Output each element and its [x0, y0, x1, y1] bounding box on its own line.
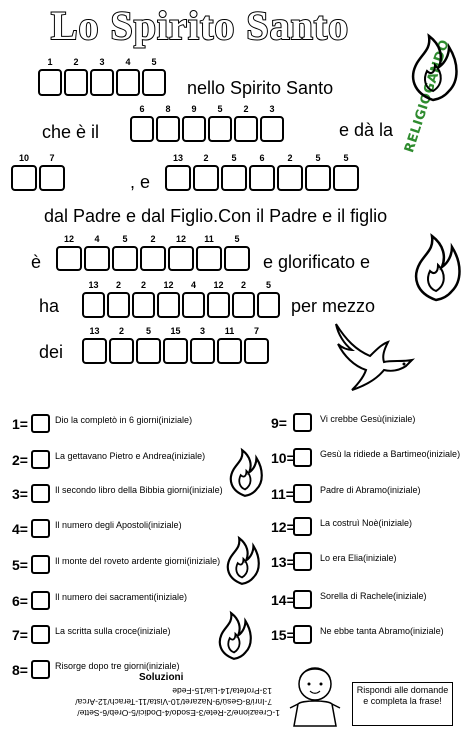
letter-number: 13: [89, 326, 100, 336]
letter-number: 8: [165, 104, 171, 114]
letter-box[interactable]: [257, 292, 280, 318]
clue-number: 13=: [271, 554, 295, 570]
letter-box[interactable]: [333, 165, 359, 191]
letter-number: 2: [150, 234, 156, 244]
clue-number: 8=: [12, 662, 28, 678]
letter-box[interactable]: [142, 69, 166, 96]
letter-box[interactable]: [232, 292, 255, 318]
letter-number: 5: [145, 326, 151, 336]
letter-box[interactable]: [217, 338, 242, 364]
letter-box[interactable]: [260, 116, 284, 142]
clue-text: Padre di Abramo(iniziale): [320, 485, 421, 495]
clue-text: Risorge dopo tre giorni(iniziale): [55, 661, 180, 671]
letter-box[interactable]: [193, 165, 219, 191]
letter-number: 5: [265, 280, 271, 290]
clue-text: Il numero dei sacramenti(iniziale): [55, 592, 188, 602]
letter-box[interactable]: [56, 246, 82, 271]
clue-text: Il secondo libro della Bibbia giorni(iniziale): [55, 485, 223, 495]
clue-answer-box[interactable]: [31, 555, 50, 574]
letter-number: 13: [172, 153, 183, 163]
letter-number: 3: [269, 104, 275, 114]
clue-number: 4=: [12, 521, 28, 537]
letter-number: 15: [170, 326, 181, 336]
puzzle-text: per mezzo: [291, 296, 376, 316]
letter-number: 2: [140, 280, 146, 290]
letter-box[interactable]: [277, 165, 303, 191]
letter-box[interactable]: [116, 69, 140, 96]
puzzle-text: è: [31, 252, 42, 272]
clue-number: 15=: [271, 627, 295, 643]
letter-box[interactable]: [168, 246, 194, 271]
clue-answer-box[interactable]: [293, 552, 312, 571]
clue-text: Il numero degli Apostoli(iniziale): [55, 520, 182, 530]
clue-number: 5=: [12, 557, 28, 573]
letter-box[interactable]: [224, 246, 250, 271]
clue-text: Il monte del roveto ardente giorni(iniziale): [55, 556, 221, 566]
letter-number: 2: [243, 104, 249, 114]
clue-answer-box[interactable]: [31, 414, 50, 433]
letter-number: 5: [234, 234, 240, 244]
letter-box[interactable]: [249, 165, 275, 191]
letter-number: 5: [122, 234, 128, 244]
letter-number: 5: [343, 153, 349, 163]
clue-answer-box[interactable]: [293, 484, 312, 503]
clue-text: La costruì Noè(iniziale): [320, 518, 413, 528]
letter-number: 10: [18, 153, 29, 163]
answer-note: Rispondi alle domande e completa la frase!: [352, 682, 453, 726]
letter-number: 6: [259, 153, 265, 163]
letter-number: 3: [99, 57, 105, 67]
letter-number: 9: [191, 104, 197, 114]
letter-box[interactable]: [156, 116, 180, 142]
clue-answer-box[interactable]: [31, 660, 50, 679]
clue-answer-box[interactable]: [293, 517, 312, 536]
letter-box[interactable]: [132, 292, 155, 318]
letter-box[interactable]: [234, 116, 258, 142]
letter-box[interactable]: [107, 292, 130, 318]
letter-number: 2: [203, 153, 209, 163]
letter-box[interactable]: [90, 69, 114, 96]
clue-answer-box[interactable]: [293, 448, 312, 467]
side-logo: RELIGIOGANDO: [402, 37, 453, 155]
letter-number: 13: [88, 280, 99, 290]
solutions-line: 1-Creazione/2-Rete/3-Esodo/4-Dodici/5-Oreb/6-Sette/: [77, 708, 280, 718]
clue-number: 14=: [271, 592, 295, 608]
letter-box[interactable]: [136, 338, 161, 364]
flame-icon: [408, 232, 464, 304]
clue-number: 12=: [271, 519, 295, 535]
clue-number: 3=: [12, 486, 28, 502]
clue-answer-box[interactable]: [293, 590, 312, 609]
puzzle-text: che è il: [42, 122, 100, 142]
puzzle-text: e glorificato e: [263, 252, 371, 272]
clue-text: La gettavano Pietro e Andrea(iniziale): [55, 451, 206, 461]
letter-number: 7: [49, 153, 55, 163]
dove-icon: [330, 320, 422, 400]
solutions-block: [0, 686, 280, 732]
clue-text: Ne ebbe tanta Abramo(iniziale): [320, 626, 444, 636]
clue-number: 7=: [12, 627, 28, 643]
letter-number: 2: [287, 153, 293, 163]
letter-box[interactable]: [140, 246, 166, 271]
letter-number: 12: [63, 234, 74, 244]
clue-answer-box[interactable]: [31, 519, 50, 538]
letter-number: 4: [190, 280, 196, 290]
letter-number: 12: [163, 280, 174, 290]
letter-number: 6: [139, 104, 145, 114]
letter-box[interactable]: [182, 292, 205, 318]
letter-box[interactable]: [207, 292, 230, 318]
flame-icon: [405, 33, 461, 103]
clue-number: 10=: [271, 450, 295, 466]
letter-box[interactable]: [109, 338, 134, 364]
clue-answer-box[interactable]: [31, 450, 50, 469]
letter-number: 12: [175, 234, 186, 244]
clue-answer-box[interactable]: [31, 625, 50, 644]
solutions-line: 13-Profeta/14-Lia/15-Fede: [172, 686, 272, 696]
letter-box[interactable]: [82, 292, 105, 318]
clue-answer-box[interactable]: [293, 413, 312, 432]
solutions-line: 7-Inri/8-Gesù/9-Nazaret/10-Vista/11-Terach/12-Arca/: [75, 697, 272, 707]
puzzle-text: ha: [39, 296, 60, 316]
clue-answer-box[interactable]: [293, 625, 312, 644]
letter-number: 5: [151, 57, 157, 67]
letter-box[interactable]: [82, 338, 107, 364]
letter-box[interactable]: [196, 246, 222, 271]
letter-number: 2: [240, 280, 246, 290]
clue-text: Lo era Elia(iniziale): [320, 553, 397, 563]
letter-number: 7: [253, 326, 259, 336]
letter-number: 4: [125, 57, 131, 67]
solutions-label: Soluzioni: [139, 672, 184, 683]
letter-box[interactable]: [208, 116, 232, 142]
letter-box[interactable]: [38, 69, 62, 96]
letter-box[interactable]: [182, 116, 206, 142]
clue-text: Dio la completò in 6 giorni(iniziale): [55, 415, 193, 425]
flame-icon: [214, 610, 254, 662]
puzzle-text: dei: [39, 342, 64, 362]
letter-number: 2: [73, 57, 79, 67]
letter-box[interactable]: [165, 165, 191, 191]
letter-box[interactable]: [11, 165, 37, 191]
clue-text: Sorella di Rachele(iniziale): [320, 591, 427, 601]
letter-number: 3: [199, 326, 205, 336]
clue-number: 6=: [12, 593, 28, 609]
letter-number: 5: [217, 104, 223, 114]
letter-number: 11: [204, 234, 214, 244]
page-title: Lo Spirito Santo: [50, 3, 350, 48]
letter-box[interactable]: [130, 116, 154, 142]
clue-number: 9=: [271, 415, 287, 431]
letter-box[interactable]: [163, 338, 188, 364]
puzzle-text: , e: [130, 172, 151, 192]
letter-number: 11: [224, 326, 235, 336]
letter-box[interactable]: [305, 165, 331, 191]
clue-number: 11=: [271, 486, 294, 502]
puzzle-text: e dà la: [339, 120, 394, 140]
clue-answer-box[interactable]: [31, 591, 50, 610]
letter-box[interactable]: [190, 338, 215, 364]
child-illustration: [280, 660, 350, 730]
letter-box[interactable]: [64, 69, 88, 96]
letter-box[interactable]: [221, 165, 247, 191]
clue-text: Gesù la ridiede a Bartimeo(iniziale): [320, 449, 461, 459]
letter-box[interactable]: [39, 165, 65, 191]
clue-text: Vi crebbe Gesù(iniziale): [320, 414, 416, 424]
clue-answer-box[interactable]: [31, 484, 50, 503]
letter-box[interactable]: [244, 338, 269, 364]
flame-icon: [225, 447, 265, 499]
clue-text: La scritta sulla croce(iniziale): [55, 626, 171, 636]
letter-number: 2: [115, 280, 121, 290]
letter-box[interactable]: [84, 246, 110, 271]
puzzle-text: nello Spirito Santo: [187, 78, 334, 98]
letter-box[interactable]: [157, 292, 180, 318]
letter-number: 1: [47, 57, 53, 67]
letter-number: 5: [315, 153, 321, 163]
letter-box[interactable]: [112, 246, 138, 271]
letter-number: 5: [231, 153, 237, 163]
flame-icon: [222, 535, 262, 587]
letter-number: 12: [213, 280, 224, 290]
letter-number: 2: [118, 326, 124, 336]
clue-number: 1=: [12, 416, 28, 432]
puzzle-text: dal Padre e dal Figlio.Con il Padre e il figlio: [44, 206, 388, 226]
letter-number: 4: [94, 234, 100, 244]
clue-number: 2=: [12, 452, 28, 468]
